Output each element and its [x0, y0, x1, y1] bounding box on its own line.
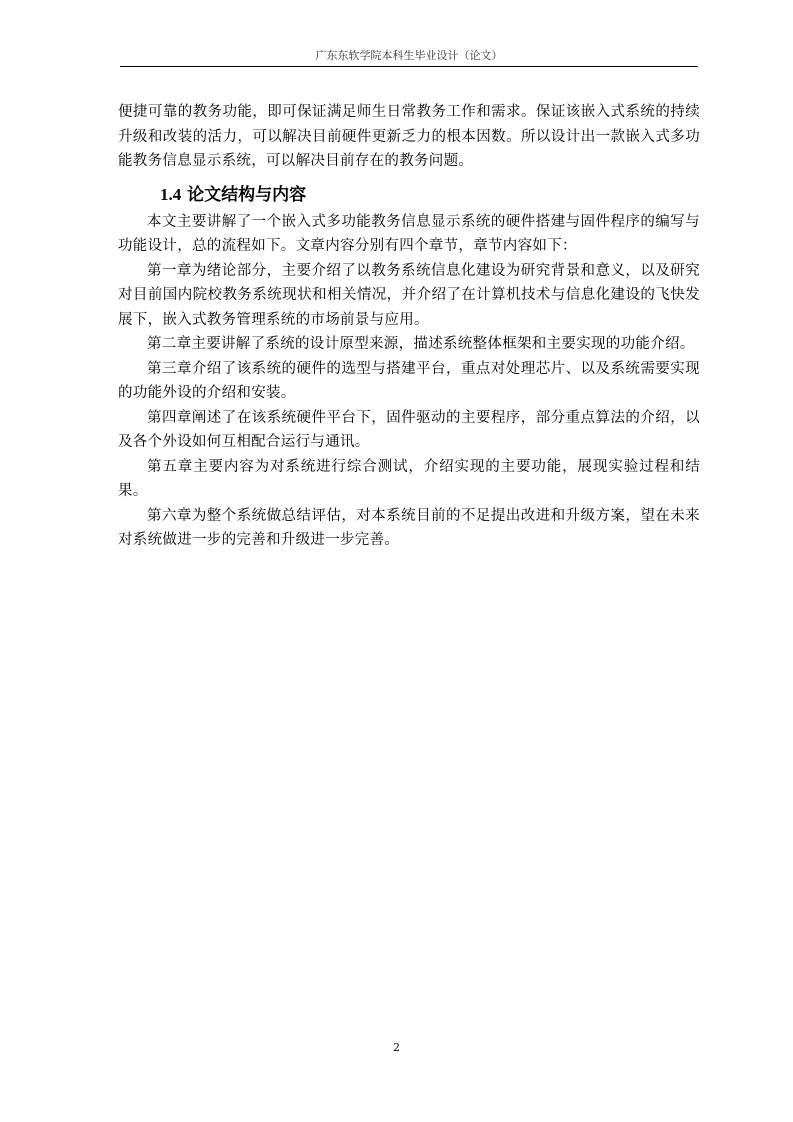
intro-paragraph: 便捷可靠的教务功能，即可保证满足师生日常教务工作和需求。保证该嵌入式系统的持续升级和改装的活力，可以解决目前硬件更新乏力的根本因数。所以设计出一款嵌入式多功能教务信息显示系统，可以解决目前存在的教务问题。 [118, 104, 700, 169]
section-heading [160, 183, 700, 207]
page-header [120, 48, 698, 64]
paragraph-overview: 本文主要讲解了一个嵌入式多功能教务信息显示系统的硬件搭建与固件程序的编写与功能设计，总的流程如下。文章内容分别有四个章节，章节内容如下： [118, 213, 700, 254]
paragraph-chapter-5: 第五章主要内容为对系统进行综合测试，介绍实现的主要功能，展现实验过程和结果。 [118, 458, 700, 499]
document-body [118, 100, 700, 553]
page-number: 2 [393, 1041, 400, 1054]
paragraph-chapter-2: 第二章主要讲解了系统的设计原型来源，描述系统整体框架和主要实现的功能介绍。 [147, 336, 695, 352]
section-number: 1.4 [160, 184, 182, 204]
paragraph-chapter-4: 第四章阐述了在该系统硬件平台下，固件驱动的主要程序，部分重点算法的介绍，以及各个外设如何互相配合运行与通讯。 [118, 409, 700, 450]
header-title: 广东东软学院本科生毕业设计（论文） [315, 49, 503, 62]
paragraph-chapter-3: 第三章介绍了该系统的硬件的选型与搭建平台，重点对处理芯片、以及系统需要实现的功能外设的介绍和安装。 [118, 360, 700, 401]
paragraph-chapter-1: 第一章为绪论部分，主要介绍了以教务系统信息化建设为研究背景和意义，以及研究对目前国内院校教务系统现状和相关情况，并介绍了在计算机技术与信息化建设的飞快发展下，嵌入式教务管理系统的市场前景与应用。 [118, 262, 700, 328]
header-divider [120, 66, 698, 67]
section-title: 论文结构与内容 [187, 184, 307, 205]
paragraph-chapter-6: 第六章为整个系统做总结评估，对本系统目前的不足提出改进和升级方案，望在未来对系统做进一步的完善和升级进一步完善。 [118, 507, 700, 548]
